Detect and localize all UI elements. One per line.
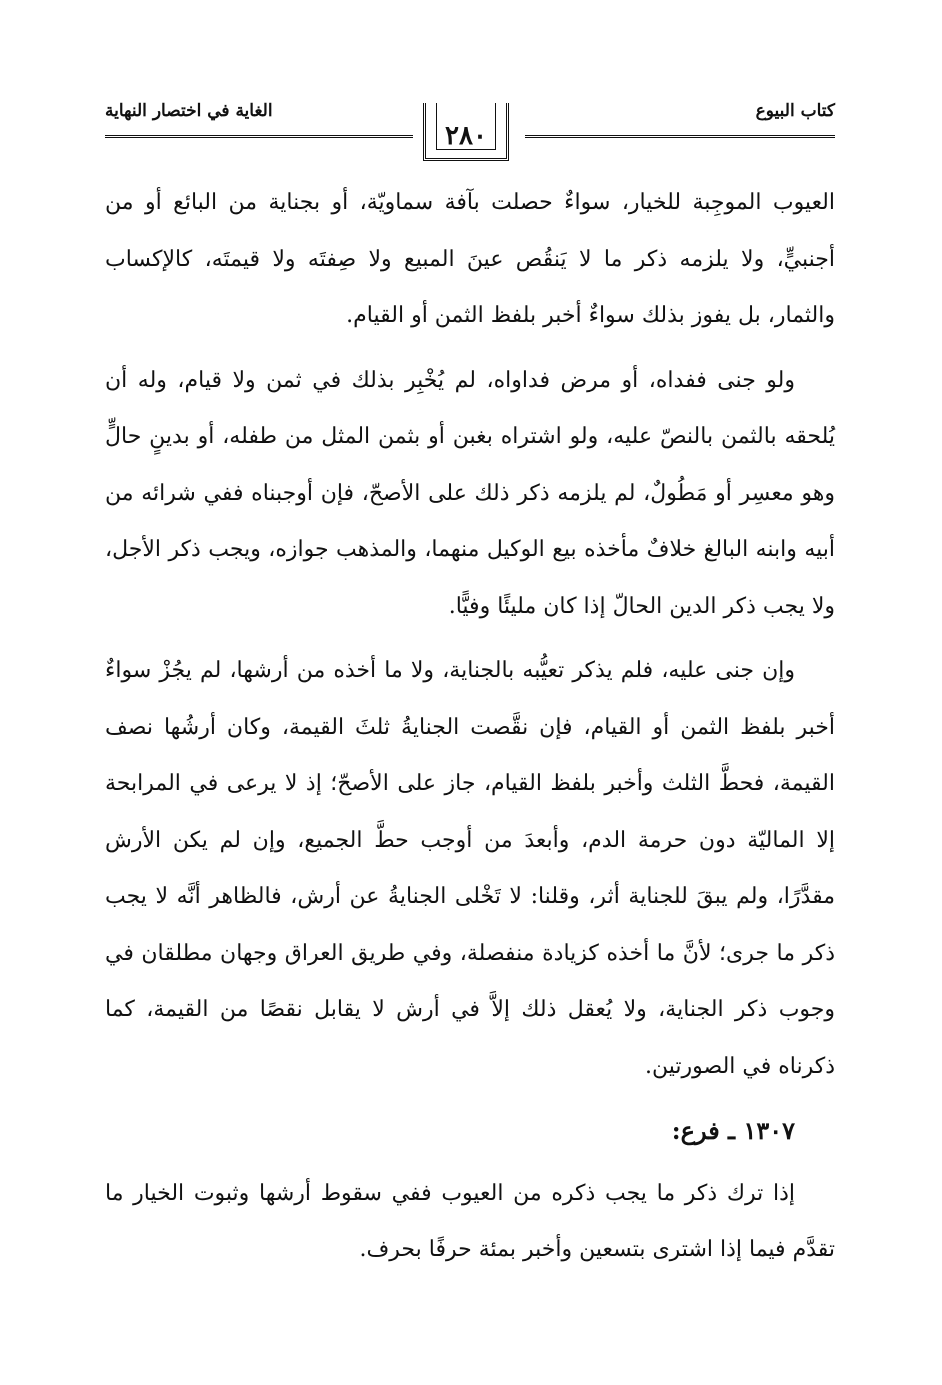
header-rule-right: [525, 135, 835, 138]
paragraph-1: العيوب الموجِبة للخيار، سواءٌ حصلت بآفة سماويّة، أو بجناية من البائع أو من أجنبيٍّ، ولا يلزمه ذكر ما لا يَنقُص عينَ المبيع ولا صِفتَه ولا قيمتَه، كالإكساب والثمار، بل يفوز بذلك سواءٌ أخبر بلفظ الثمن أو القيام.: [105, 190, 835, 328]
page-number: ٢٨٠: [445, 121, 487, 151]
main-text: [105, 175, 835, 1287]
book-title: الغاية في اختصار النهاية: [105, 101, 273, 121]
paragraph-2: ولو جنى ففداه، أو مرض فداواه، لم يُخْبِر بذلك في ثمن ولا قيام، وله أن يُلحقه بالثمن بالنصّ عليه، ولو اشتراه بغبن أو بثمن المثل من طفله، أو بدينٍ حالٍّ وهو معسِر أو مَطُولٌ، لم يلزمه ذكر ذلك على الأصحّ، فإن أوجبناه ففي شرائه من أبيه وابنه البالغ خلافٌ مأخذه بيع الوكيل منهما، والمذهب جوازه، ويجب ذكر الأجل، ولا يجب ذكر الدين الحالّ إذا كان مليئًا وفيًّا.: [105, 367, 835, 619]
header-rule-left: [105, 135, 413, 138]
page-number-frame: [423, 103, 509, 161]
paragraph-4: إذا ترك ذكر ما يجب ذكره من العيوب ففي سقوط أرشها وثبوت الخيار ما تقدَّم فيما إذا اشترى بتسعين وأخبر بمئة حرفًا بحرف.: [105, 1180, 835, 1262]
chapter-title: كتاب البيوع: [755, 101, 835, 121]
section-heading: ١٣٠٧ ـ فرع:: [671, 1116, 795, 1145]
page-header: [105, 95, 835, 165]
paragraph-3: وإن جنى عليه، فلم يذكر تعيُّبه بالجناية، ولا ما أخذه من أرشها، لم يجُزْ سواءٌ أخبر بلفظ الثمن أو القيام، فإن نقَّصت الجنايةُ ثلثَ القيمة، وكان أرشُها نصف القيمة، فحطَّ الثلث وأخبر بلفظ القيام، جاز على الأصحّ؛ إذ لا يرعى في المرابحة إلا الماليّة دون حرمة الدم، وأبعدَ من أوجب حطَّ الجميع، وإن لم يكن الأرش مقدَّرًا، ولم يبقَ للجناية أثر، وقلنا: لا تَخْلى الجنايةُ عن أرش، فالظاهر أنَّه لا يجب ذكر ما جرى؛ لأنَّ ما أخذه كزيادة منفصلة، وفي طريق العراق وجهان مطلقان في وجوب ذكر الجناية، ولا يُعقل ذلك إلاَّ في أرش لا يقابل نقصًا من القيمة، كما ذكرناه في الصورتين.: [105, 658, 835, 1079]
